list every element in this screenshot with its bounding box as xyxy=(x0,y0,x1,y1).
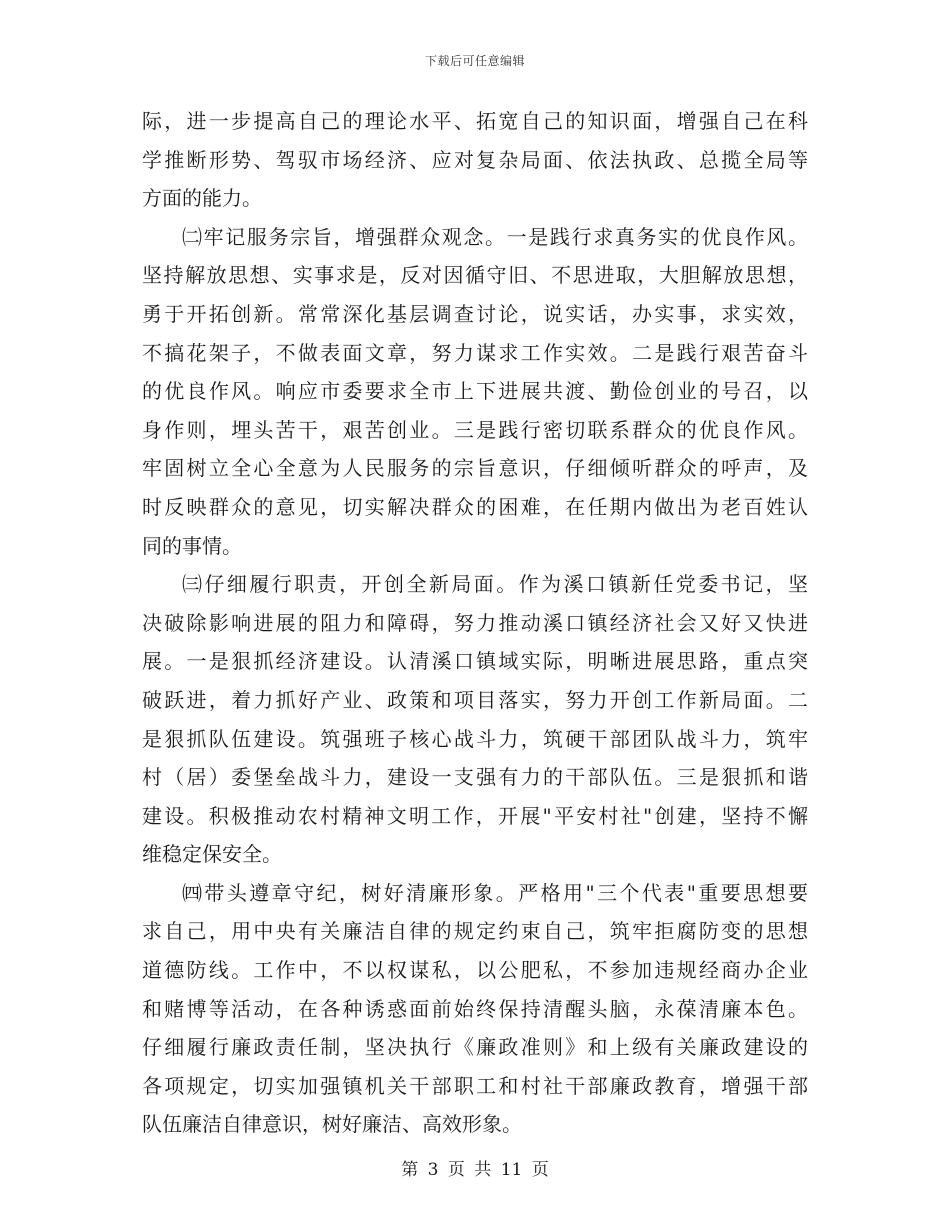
text-line: ㈣带头遵章守纪，树好清廉形象。严格用"三个代表"重要思想要 xyxy=(182,880,808,905)
text-line: 同的事情。 xyxy=(142,533,242,558)
text-line: 建设。积极推动农村精神文明工作，开展"平安村社"创建，坚持不懈 xyxy=(142,803,808,828)
text-line: 牢固树立全心全意为人民服务的宗旨意识，仔细倾听群众的呼声，及 xyxy=(142,456,808,481)
text-line: 求自己，用中央有关廉洁自律的规定约束自己，筑牢拒腐防变的思想 xyxy=(142,919,808,944)
page-number: 第 3 页 共 11 页 xyxy=(401,1160,549,1180)
text-line: 勇于开拓创新。常常深化基层调查讨论，说实话，办实事，求实效， xyxy=(142,301,808,326)
text-line: 仔细履行廉政责任制，坚决执行《廉政准则》和上级有关廉政建设的 xyxy=(142,1035,808,1060)
text-line: 方面的能力。 xyxy=(142,186,262,211)
paragraph-3 xyxy=(142,565,808,874)
text-line: 际，进一步提高自己的理论水平、拓宽自己的知识面，增强自己在科 xyxy=(142,109,808,133)
text-line: 坚持解放思想、实事求是，反对因循守旧、不思进取，大胆解放思想， xyxy=(142,263,808,288)
text-line: 学推断形势、驾驭市场经济、应对复杂局面、依法执政、总揽全局等 xyxy=(142,147,808,172)
text-line: 道德防线。工作中，不以权谋私，以公肥私，不参加违规经商办企业 xyxy=(142,958,808,983)
text-line: 破跃进，着力抓好产业、政策和项目落实，努力开创工作新局面。二 xyxy=(142,687,808,712)
text-line: 维稳定保安全。 xyxy=(142,842,282,867)
text-line: 村（居）委堡垒战斗力，建设一支强有力的干部队伍。三是狠抓和谐 xyxy=(142,765,808,790)
text-line: 决破除影响进展的阻力和障碍，努力推动溪口镇经济社会又好又快进 xyxy=(142,610,808,635)
text-line: ㈡牢记服务宗旨，增强群众观念。一是践行求真务实的优良作风。 xyxy=(182,224,808,249)
document-body xyxy=(142,102,808,1144)
text-line: 身作则，埋头苦干，艰苦创业。三是践行密切联系群众的优良作风。 xyxy=(142,417,808,442)
text-line: 展。一是狠抓经济建设。认清溪口镇域实际，明晰进展思路，重点突 xyxy=(142,649,808,674)
text-line: 是狠抓队伍建设。筑强班子核心战斗力，筑硬干部团队战斗力，筑牢 xyxy=(142,726,808,751)
paragraph-2 xyxy=(142,218,808,565)
text-line: 时反映群众的意见，切实解决群众的困难，在任期内做出为老百姓认 xyxy=(142,494,808,519)
text-line: 不搞花架子，不做表面文章，努力谋求工作实效。二是践行艰苦奋斗 xyxy=(142,340,808,365)
text-line: 和赌博等活动，在各种诱惑面前始终保持清醒头脑，永葆清廉本色。 xyxy=(142,996,808,1021)
text-line: 的优良作风。响应市委要求全市上下进展共渡、勤俭创业的号召，以 xyxy=(142,379,808,404)
text-line: ㈢仔细履行职责，开创全新局面。作为溪口镇新任党委书记，坚 xyxy=(182,572,808,597)
page-header: 下载后可任意编辑 xyxy=(424,54,525,68)
text-line: 队伍廉洁自律意识，树好廉洁、高效形象。 xyxy=(142,1112,522,1137)
text-line: 各项规定，切实加强镇机关干部职工和村社干部廉政教育，增强干部 xyxy=(142,1073,808,1098)
paragraph-1 xyxy=(142,102,808,218)
paragraph-4 xyxy=(142,874,808,1144)
